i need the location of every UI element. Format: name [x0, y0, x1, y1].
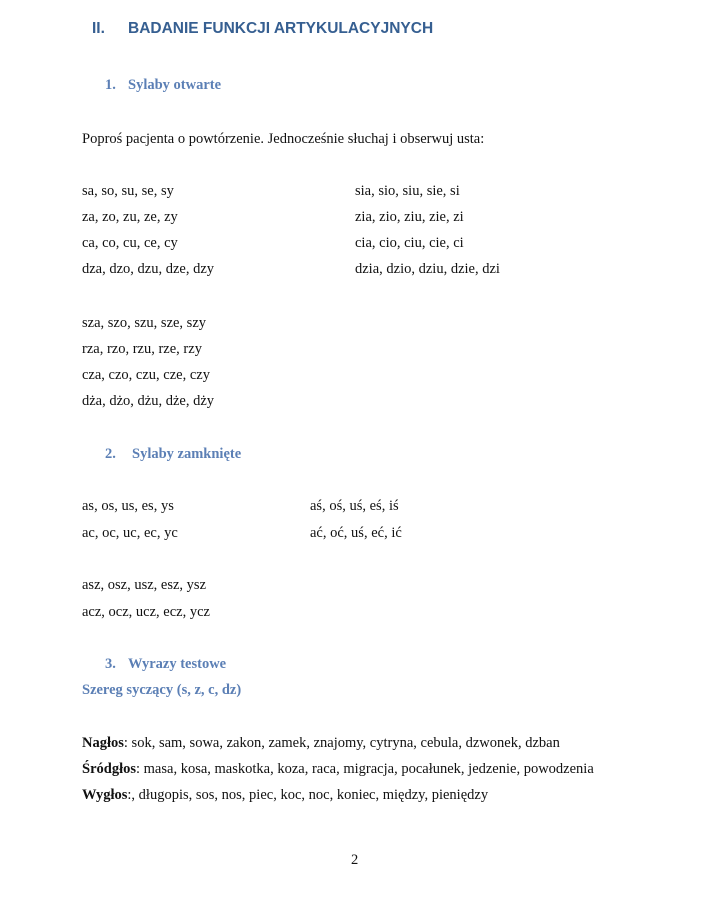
syllable-row: dża, dżo, dżu, dże, dży — [82, 393, 215, 409]
word-row-srodglos — [82, 761, 594, 778]
word-row-label: Wygłos — [82, 787, 128, 803]
subheading-title: Wyrazy testowe — [128, 656, 227, 672]
syllable-row: ać, oć, uś, eć, ić — [310, 525, 402, 541]
syllable-row: sa, so, su, se, sy — [82, 183, 174, 199]
word-row-text: : sok, sam, sowa, zakon, zamek, znajomy, cytryna, cebula, dzwonek, dzban — [123, 735, 560, 751]
subheading-title: Sylaby otwarte — [128, 77, 222, 93]
word-row-label: Nagłos — [82, 735, 124, 751]
syllable-row: ac, oc, uc, ec, yc — [82, 525, 178, 541]
syllable-row: sza, szo, szu, sze, szy — [82, 315, 207, 331]
series-title: Szereg syczący (s, z, c, dz) — [82, 682, 242, 698]
section-number: II. — [92, 20, 105, 37]
word-row-text: :, długopis, sos, nos, piec, koc, noc, koniec, między, pieniędzy — [127, 787, 489, 803]
syllable-row: asz, osz, usz, esz, ysz — [82, 577, 207, 593]
subheading-number: 3. — [105, 656, 116, 672]
subheading-number: 2. — [105, 446, 116, 462]
syllable-row: cza, czo, czu, cze, czy — [82, 367, 210, 383]
instruction-text: Poproś pacjenta o powtórzenie. Jednocześnie słuchaj i obserwuj usta: — [82, 131, 485, 147]
word-row-naglos — [82, 735, 560, 752]
syllable-row: za, zo, zu, ze, zy — [82, 209, 178, 225]
subheading-number: 1. — [105, 77, 116, 93]
syllable-row: dza, dzo, dzu, dze, dzy — [82, 261, 215, 277]
word-row-wyglos — [82, 787, 488, 804]
section-title: BADANIE FUNKCJI ARTYKULACYJNYCH — [128, 20, 434, 37]
word-row-text: : masa, kosa, maskotka, koza, raca, migracja, pocałunek, jedzenie, powodzenia — [136, 761, 594, 777]
syllable-row: dzia, dzio, dziu, dzie, dzi — [355, 261, 500, 277]
syllable-row: zia, zio, ziu, zie, zi — [355, 209, 464, 225]
page-number: 2 — [351, 852, 359, 868]
subheading-title: Sylaby zamknięte — [132, 446, 242, 462]
word-row-label: Śródgłos — [82, 761, 136, 777]
syllable-row: ca, co, cu, ce, cy — [82, 235, 178, 251]
syllable-row: aś, oś, uś, eś, iś — [310, 498, 399, 514]
syllable-row: sia, sio, siu, sie, si — [355, 183, 460, 199]
syllable-row: cia, cio, ciu, cie, ci — [355, 235, 464, 251]
syllable-row: rza, rzo, rzu, rze, rzy — [82, 341, 202, 357]
syllable-row: as, os, us, es, ys — [82, 498, 174, 514]
syllable-row: acz, ocz, ucz, ecz, ycz — [82, 604, 210, 620]
